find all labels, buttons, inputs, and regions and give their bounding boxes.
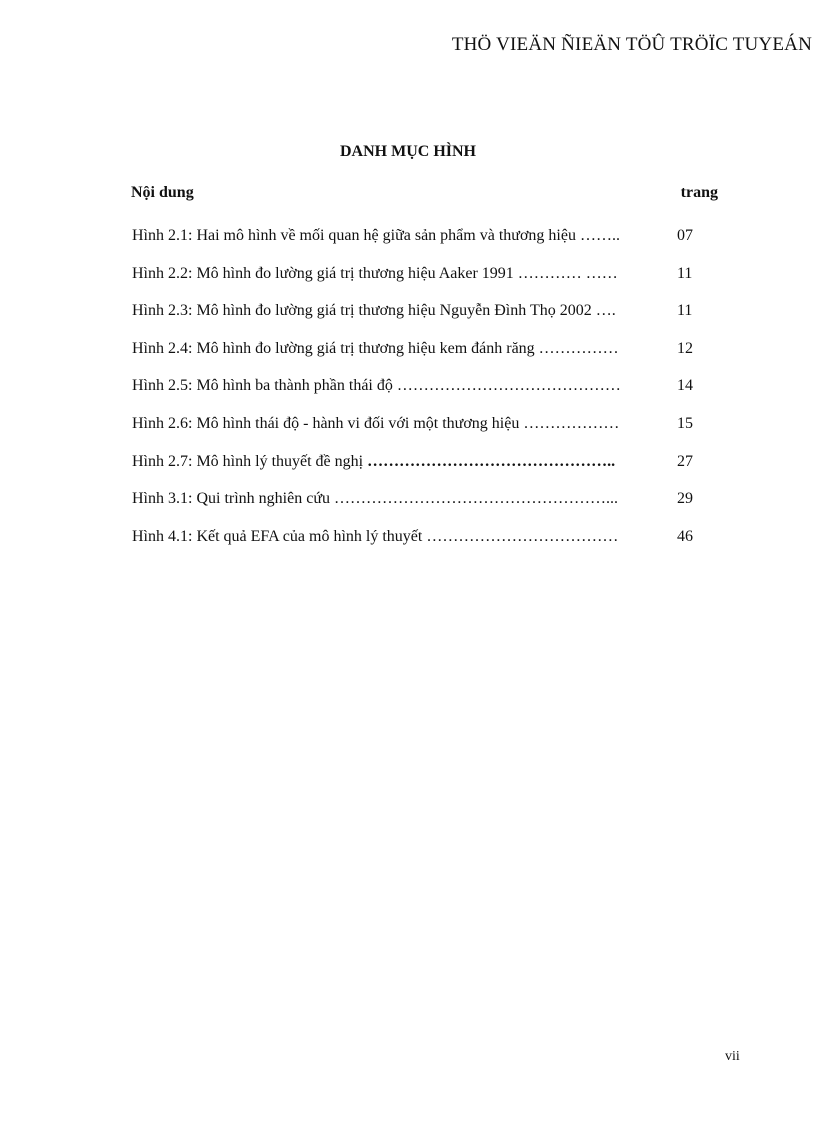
figure-page-number: 07 — [677, 227, 693, 244]
figure-caption: Hình 2.6: Mô hình thái độ - hành vi đối với một thương hiệu ……………… — [132, 414, 620, 432]
figure-caption: Hình 2.1: Hai mô hình về mối quan hệ giữa sản phẩm và thương hiệu …….. — [132, 227, 620, 244]
running-header: THÖ VIEÄN ÑIEÄN TÖÛ TRÖÏC TUYEÁN — [451, 34, 812, 55]
figure-page-number: 11 — [677, 264, 693, 282]
list-item — [131, 227, 720, 265]
figure-caption: Hình 4.1: Kết quả EFA của mô hình lý thuyết ……………………………… — [132, 527, 619, 545]
page-title: DANH MỤC HÌNH — [340, 143, 476, 160]
figure-caption: Hình 2.2: Mô hình đo lường giá trị thương hiệu Aaker 1991 ………… …… — [132, 264, 618, 282]
figure-caption: Hình 2.3: Mô hình đo lường giá trị thương hiệu Nguyễn Đình Thọ 2002 …. — [132, 302, 616, 320]
figure-page-number: 27 — [677, 452, 693, 470]
list-item — [131, 490, 720, 528]
list-item — [131, 415, 720, 453]
list-item — [131, 302, 720, 340]
figure-page-number: 46 — [677, 527, 693, 545]
content-column-header: Nội dung — [131, 184, 194, 201]
figure-page-number: 12 — [677, 339, 693, 357]
list-item — [131, 265, 720, 303]
list-item — [131, 377, 720, 415]
figure-list — [131, 227, 720, 565]
figure-caption: Hình 2.5: Mô hình ba thành phần thái độ …………………………………… — [132, 377, 621, 395]
list-item — [131, 528, 720, 566]
figure-caption: Hình 2.7: Mô hình lý thuyết đề nghị ……………………………………….. — [132, 452, 616, 470]
list-item — [131, 340, 720, 378]
figure-page-number: 29 — [677, 490, 693, 508]
figure-caption: Hình 3.1: Qui trình nghiên cứu ……………………………………………... — [132, 490, 618, 508]
figure-page-number: 14 — [677, 377, 693, 395]
figure-page-number: 15 — [677, 414, 693, 432]
list-item — [131, 453, 720, 491]
page-number: vii — [725, 1049, 740, 1064]
figure-page-number: 11 — [677, 302, 693, 320]
figure-caption: Hình 2.4: Mô hình đo lường giá trị thương hiệu kem đánh răng …………… — [132, 339, 619, 357]
page-column-header: trang — [680, 184, 718, 201]
